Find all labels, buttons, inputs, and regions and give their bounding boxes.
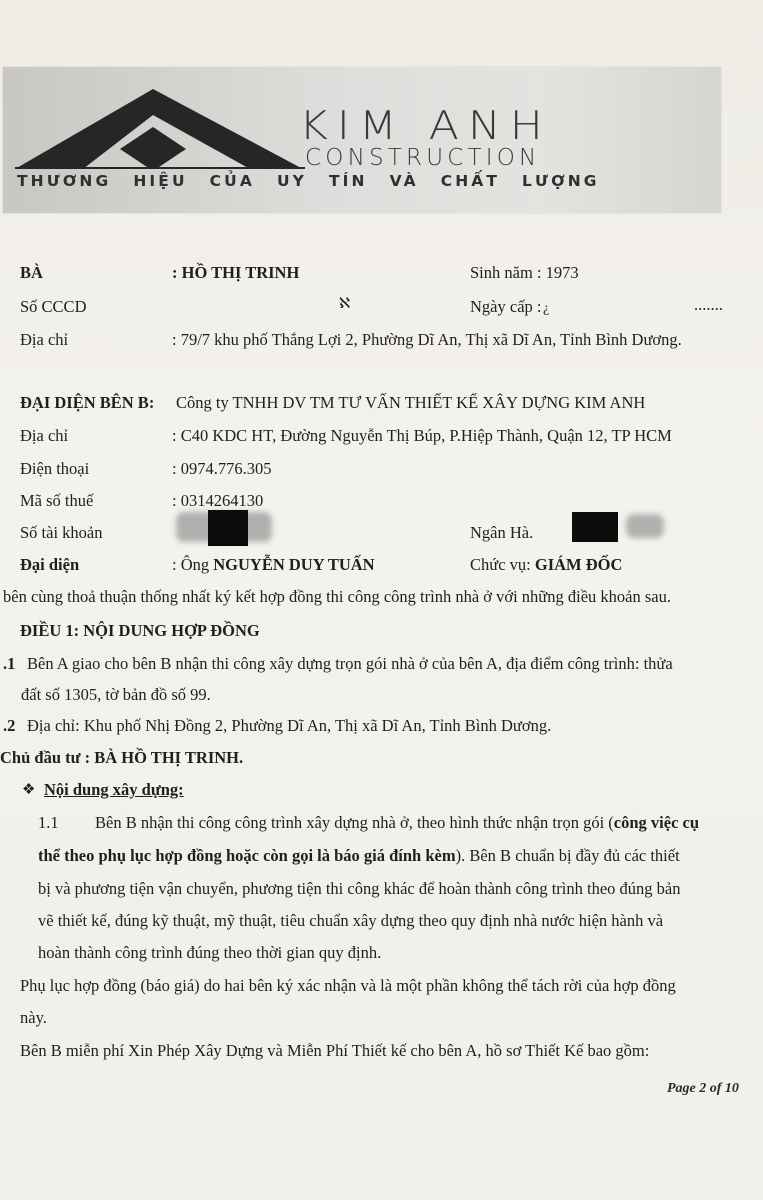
party-a-name: : HỒ THỊ TRINH [172, 263, 300, 282]
item-2-text: Địa chỉ: Khu phố Nhị Đồng 2, Phường Dĩ An, Thị xã Dĩ An, Tỉnh Bình Dương. [27, 716, 552, 735]
party-a-birth-year: Sinh năm : 1973 [470, 263, 579, 282]
party-b-representative: : Ông NGUYỄN DUY TUẤN [172, 555, 375, 574]
redacted-account-block [208, 510, 248, 546]
party-b-phone-label: Điện thoại [20, 459, 90, 478]
appendix-line-2: này. [20, 1008, 47, 1027]
paragraph-1-line-1: Bên B nhận thi công công trình xây dựng nhà ở, theo hình thức nhận trọn gói (công việc cụ [95, 813, 700, 832]
paragraph-1-line-5: hoàn thành công trình đúng theo thời gian quy định. [38, 943, 382, 962]
item-2-number: .2 [3, 716, 16, 735]
article-1-heading: ĐIỀU 1: NỘI DUNG HỢP ĐỒNG [20, 621, 260, 640]
paragraph-1-line-3: bị và phương tiện vận chuyển, phương tiện thi công khác để hoàn thành công trình theo đúng bản [38, 879, 681, 898]
party-b-tax: : 0314264130 [172, 491, 264, 510]
party-b-phone: : 0974.776.305 [172, 459, 272, 478]
appendix-line-1: Phụ lục hợp đồng (báo giá) do hai bên ký xác nhận và là một phần không thể tách rời của hợp đồng [20, 976, 676, 995]
party-a-issue-tail: ¿ [543, 301, 550, 316]
party-b-bank-label: Ngân Hà. [470, 523, 534, 542]
redacted-bank-blur [626, 514, 664, 538]
party-b-representative-label: Đại diện [20, 555, 80, 574]
party-b-company: Công ty TNHH DV TM TƯ VẤN THIẾT KẾ XÂY DỰNG KIM ANH [176, 393, 646, 412]
brand-name: KIM ANH [299, 103, 552, 150]
brand-subtitle: CONSTRUCTION [305, 145, 541, 171]
company-header-banner [3, 67, 721, 213]
party-a-address: : 79/7 khu phố Thắng Lợi 2, Phường Dĩ An, Thị xã Dĩ An, Tỉnh Bình Dương. [172, 330, 682, 349]
paragraph-1-line-4: vẽ thiết kế, đúng kỹ thuật, mỹ thuật, tiêu chuẩn xây dựng theo quy định nhà nước hiện hành và [38, 911, 664, 930]
diamond-bullet-icon: ❖ [22, 782, 36, 798]
item-1-number: .1 [3, 654, 16, 673]
party-b-address-label: Địa chỉ [20, 426, 69, 445]
section-construction-title: Nội dung xây dựng: [44, 780, 184, 799]
brand-slogan: THƯƠNG HIỆU CỦA UY TÍN VÀ CHẤT LƯỢNG [17, 172, 600, 190]
paragraph-1-number: 1.1 [38, 813, 59, 832]
party-a-id-label: Số CCCD [20, 297, 87, 316]
party-a-address-label: Địa chỉ [20, 330, 69, 349]
party-a-issue-dots: ....... [694, 295, 723, 314]
party-b-account-label: Số tài khoản [20, 523, 103, 542]
free-services-line: Bên B miễn phí Xin Phép Xây Dựng và Miễn Phí Thiết kế cho bên A, hồ sơ Thiết Kế bao gồm: [20, 1041, 650, 1060]
paragraph-1-line-2: thể theo phụ lục hợp đồng hoặc còn gọi là báo giá đính kèm). Bên B chuẩn bị đầy đủ các thiết [38, 846, 680, 865]
party-b-heading: ĐẠI DIỆN BÊN B: [20, 393, 155, 412]
party-b-position: Chức vụ: GIÁM ĐỐC [470, 555, 623, 574]
item-1-line-2: đất số 1305, tờ bản đồ số 99. [21, 685, 211, 704]
redacted-bank-block [572, 512, 618, 542]
page-number: Page 2 of 10 [667, 1081, 739, 1096]
party-a-issue-date: Ngày cấp : [470, 297, 542, 316]
party-b-address: : C40 KDC HT, Đường Nguyễn Thị Búp, P.Hiệp Thành, Quận 12, TP HCM [172, 426, 672, 445]
house-roof-logo-icon [15, 89, 305, 169]
party-a-title-label: BÀ [20, 263, 43, 282]
party-b-tax-label: Mã số thuế [20, 491, 94, 510]
agreement-sentence: bên cùng thoả thuận thống nhất ký kết hợp đồng thi công công trình nhà ở với những điều khoản sau. [3, 587, 671, 606]
item-1-line-1: Bên A giao cho bên B nhận thi công xây dựng trọn gói nhà ở của bên A, địa điểm công trình: thửa [27, 654, 673, 673]
owner-line: Chủ đầu tư : BÀ HỒ THỊ TRINH. [0, 748, 244, 767]
party-a-id-mark: ℵ [339, 296, 351, 312]
